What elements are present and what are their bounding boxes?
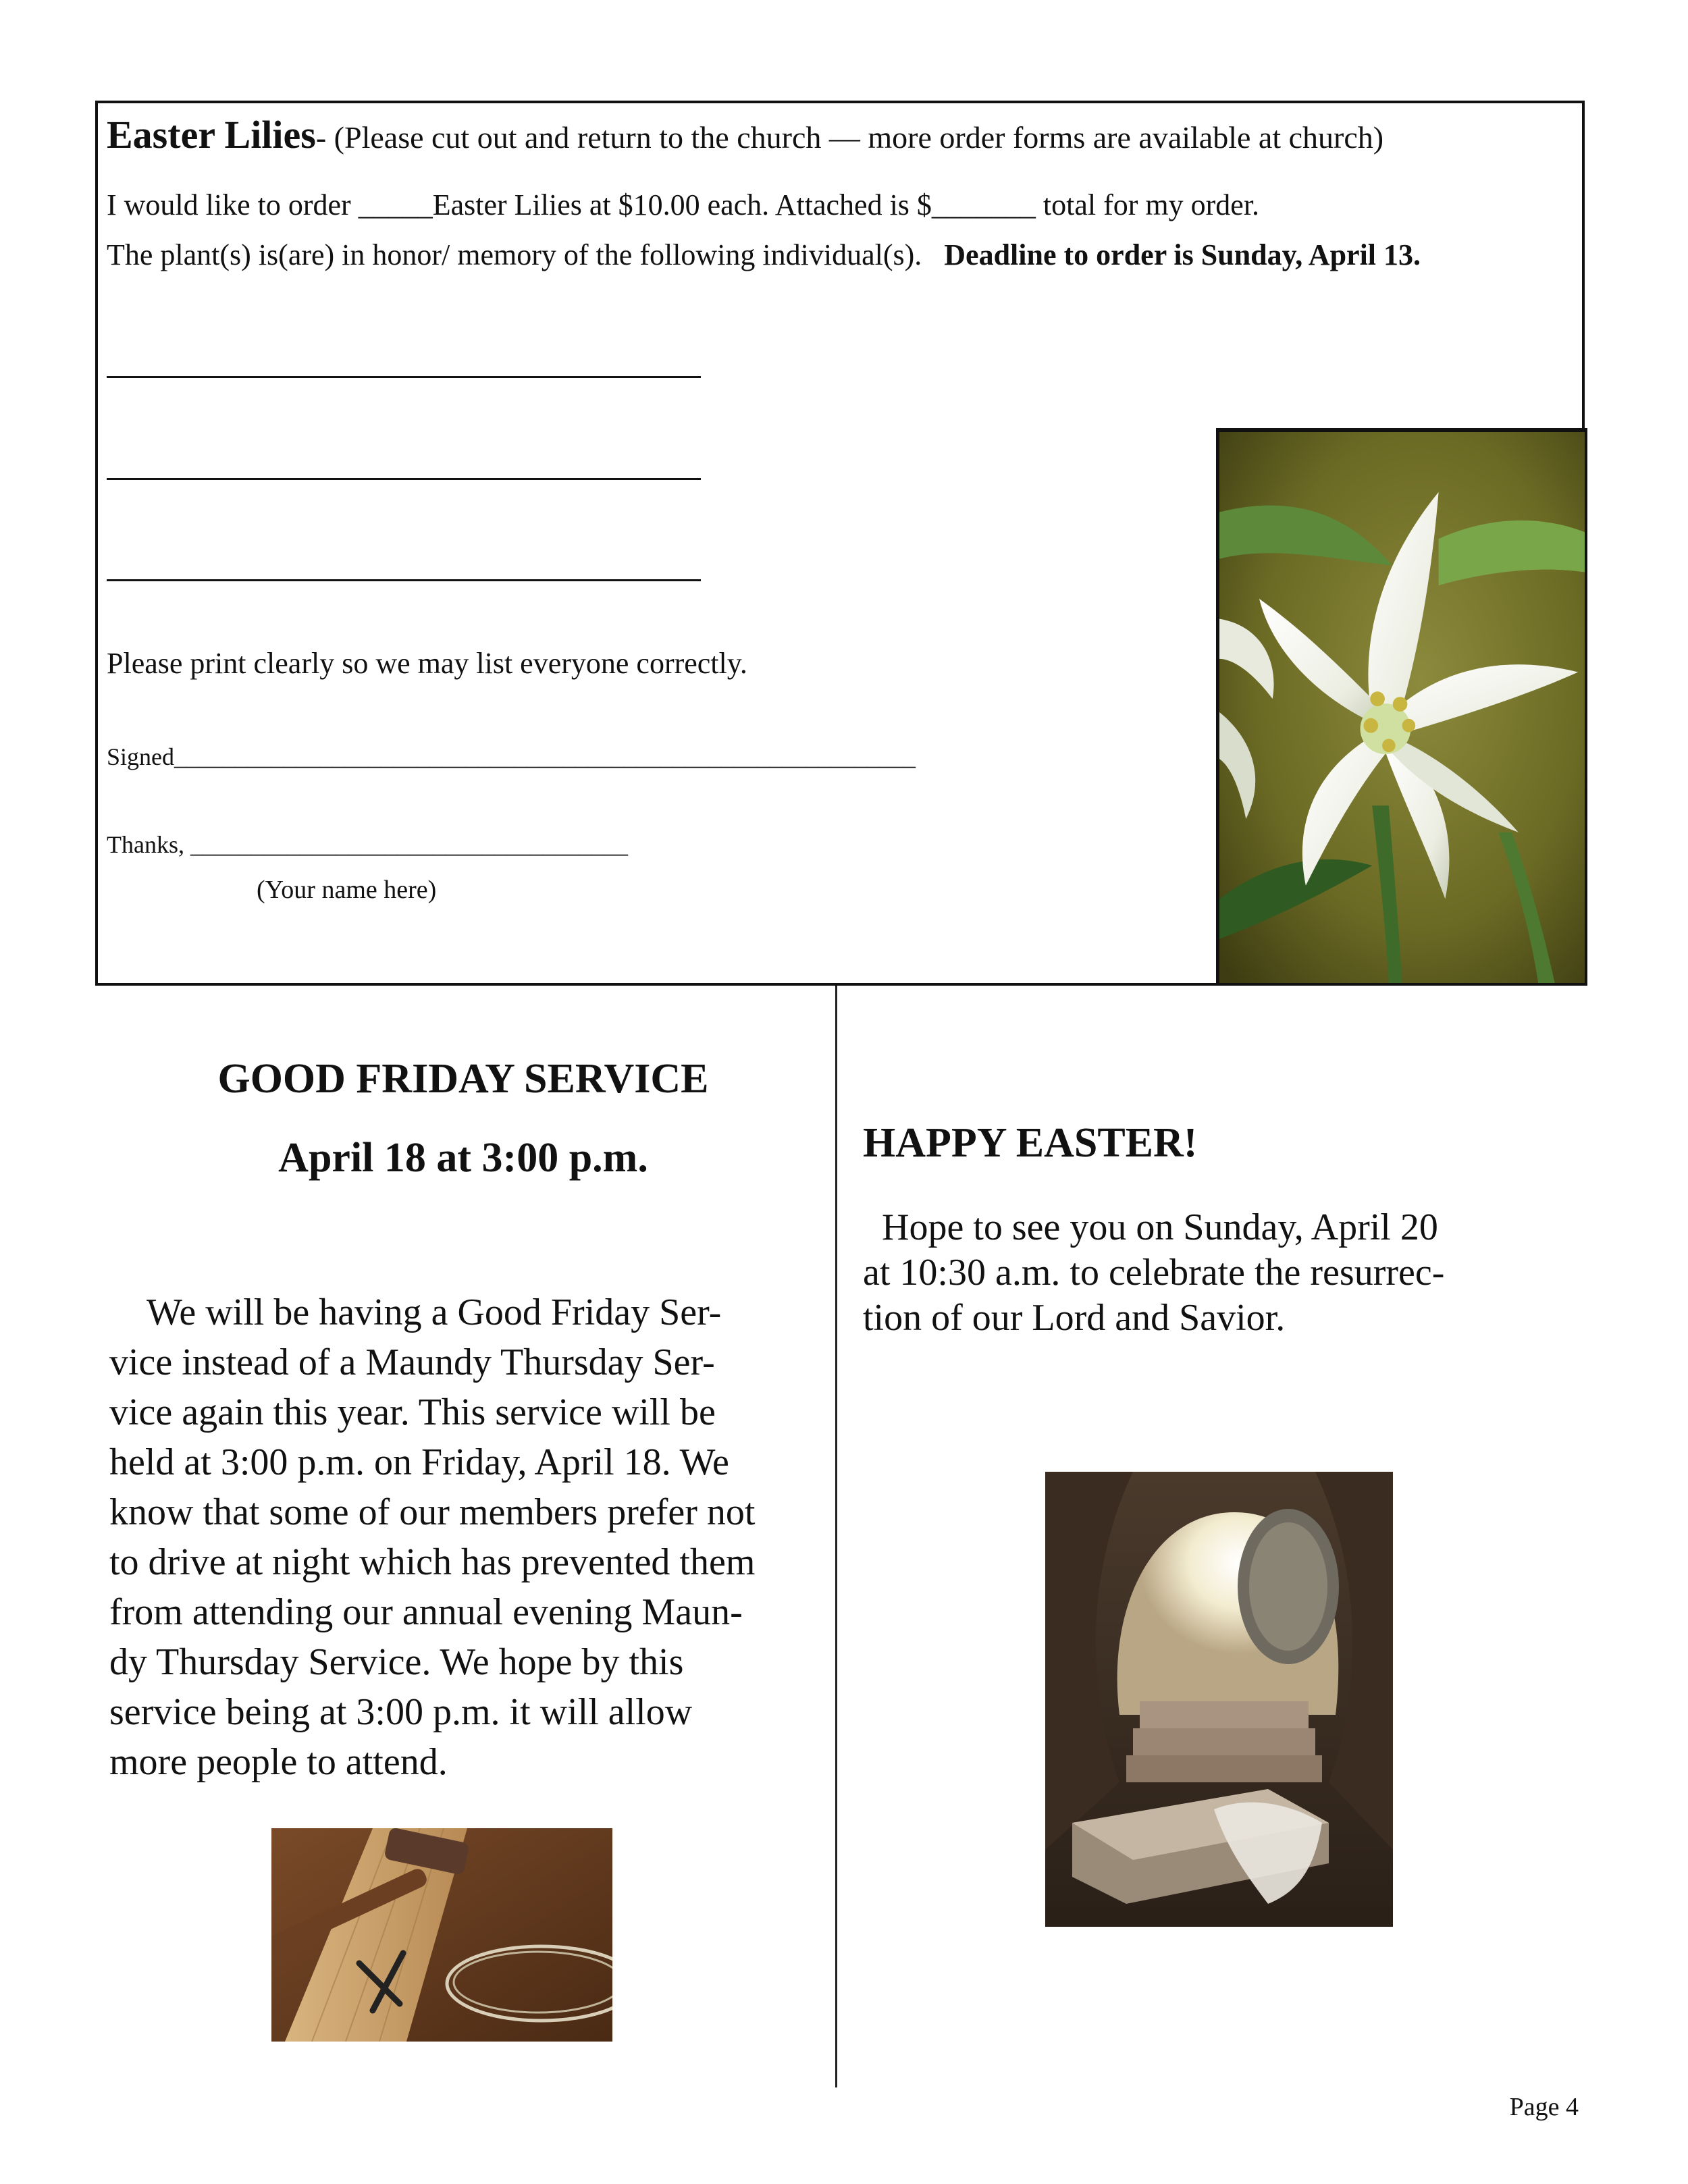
good-friday-paragraph-line: vice again this year. This service will be [109,1391,716,1433]
thanks-label: Thanks, [107,831,190,858]
order-form-title: Easter Lilies [107,113,316,157]
honoree-blank-1[interactable] [107,376,701,378]
good-friday-paragraph-line: We will be having a Good Friday Ser- [109,1291,722,1333]
hammer-nails-image [271,1828,612,2042]
easter-paragraph-line: at 10:30 a.m. to celebrate the resurrec- [863,1252,1445,1294]
order-form-title-line [107,112,1383,157]
happy-easter-title: HAPPY EASTER! [863,1120,1198,1166]
order-quantity-line [107,188,1259,222]
good-friday-paragraph-line: service being at 3:00 p.m. it will allow [109,1691,693,1733]
amount-blank[interactable]: _______ [931,188,1036,221]
thanks-line [107,830,628,859]
thanks-name-blank[interactable]: ____________________________________ [190,831,628,858]
honoree-blank-3[interactable] [107,579,701,581]
good-friday-date: April 18 at 3:00 p.m. [278,1135,648,1181]
order-deadline: Deadline to order is Sunday, April 13. [944,238,1421,271]
signed-blank[interactable]: _____________________________________________________________ [174,743,916,770]
good-friday-paragraph-line: dy Thursday Service. We hope by this [109,1641,684,1683]
your-name-hint: (Your name here) [257,876,437,904]
signed-line [107,743,916,771]
good-friday-paragraph-line: held at 3:00 p.m. on Friday, April 18. We [109,1441,729,1483]
good-friday-paragraph-line: more people to attend. [109,1741,448,1783]
quantity-blank[interactable]: _____ [358,188,433,221]
good-friday-paragraph-line: to drive at night which has prevented them [109,1541,756,1583]
empty-tomb-image [1045,1472,1393,1927]
page-number: Page 4 [1509,2093,1579,2121]
honoree-blank-2[interactable] [107,478,701,480]
order-text-start: I would like to order [107,188,359,221]
good-friday-paragraph-line: know that some of our members prefer not [109,1491,756,1533]
good-friday-paragraph-line: vice instead of a Maundy Thursday Ser- [109,1341,715,1383]
signed-label: Signed [107,743,175,770]
easter-paragraph-line: tion of our Lord and Savior. [863,1297,1286,1339]
easter-lily-image [1216,428,1587,986]
print-clearly-note: Please print clearly so we may list everyone correctly. [107,647,747,680]
easter-paragraph-line: Hope to see you on Sunday, April 20 [863,1206,1438,1248]
good-friday-title: GOOD FRIDAY SERVICE [217,1056,709,1102]
honor-memory-text: The plant(s) is(are) in honor/ memory of the following individual(s). [107,238,922,271]
good-friday-paragraph-line: from attending our annual evening Maun- [109,1591,743,1633]
order-form-instructions: - (Please cut out and return to the church — more order forms are available at church) [315,120,1384,155]
order-text-end: total for my order. [1035,188,1260,221]
order-text-middle: Easter Lilies at $10.00 each. Attached is $ [432,188,932,221]
honor-memory-line [107,238,1421,272]
